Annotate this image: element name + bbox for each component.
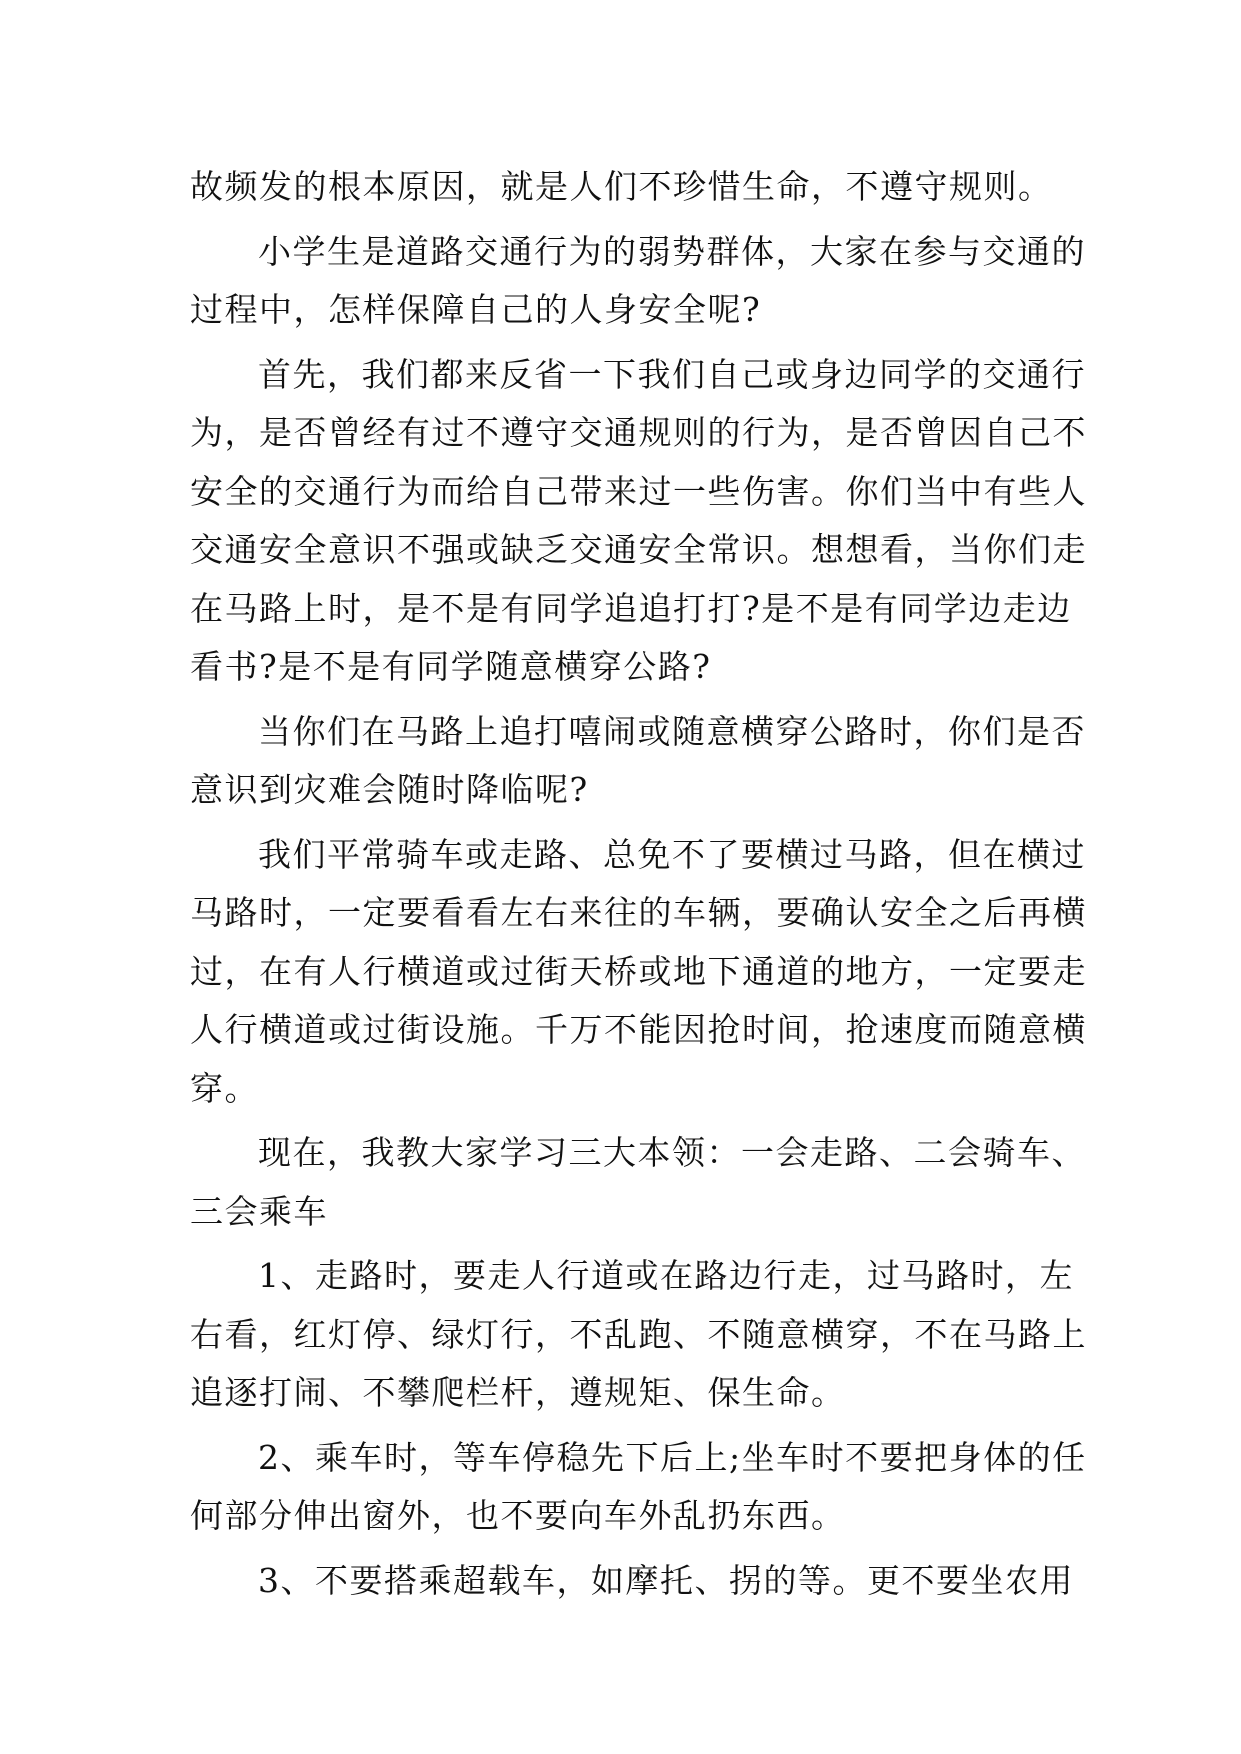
text-line: 穿。 — [190, 1068, 259, 1108]
text-line: 意识到灾难会随时降临呢? — [190, 770, 589, 809]
text-line: 追逐打闹、不攀爬栏杆，遵规矩、保生命。 — [190, 1373, 846, 1412]
text-line: 过，在有人行横道或过街天桥或地下通道的地方，一定要走 — [190, 951, 1087, 991]
text-line: 右看，红灯停、绿灯行，不乱跑、不随意横穿，不在马路上 — [190, 1314, 1087, 1354]
text-line: 1、走路时，要走人行道或在路边行走，过马路时，左 — [258, 1256, 1074, 1295]
text-line: 首先，我们都来反省一下我们自己或身边同学的交通行 — [258, 354, 1086, 394]
text-line: 马路时，一定要看看左右来往的车辆，要确认安全之后再横 — [190, 893, 1087, 932]
text-line: 何部分伸出窗外，也不要向车外乱扔东西。 — [190, 1496, 846, 1535]
text-line: 人行横道或过街设施。千万不能因抢时间，抢速度而随意横 — [190, 1010, 1087, 1049]
text-line: 2、乘车时，等车停稳先下后上;坐车时不要把身体的任 — [258, 1437, 1087, 1477]
text-line: 过程中，怎样保障自己的人身安全呢? — [190, 290, 762, 329]
text-line: 故频发的根本原因，就是人们不珍惜生命，不遵守规则。 — [190, 167, 1053, 206]
text-line: 我们平常骑车或走路、总免不了要横过马路，但在横过 — [258, 834, 1086, 874]
text-line: 现在，我教大家学习三大本领：一会走路、二会骑车、 — [258, 1133, 1086, 1172]
text-line: 为，是否曾经有过不遵守交通规则的行为，是否曾因自己不 — [190, 413, 1087, 452]
text-line: 3、不要搭乘超载车，如摩托、拐的等。更不要坐农用 — [258, 1560, 1074, 1600]
text-line: 在马路上时，是不是有同学追追打打?是不是有同学边走边 — [190, 588, 1072, 628]
text-line: 安全的交通行为而给自己带来过一些伤害。你们当中有些人 — [190, 471, 1087, 511]
text-line: 小学生是道路交通行为的弱势群体，大家在参与交通的 — [258, 231, 1086, 271]
text-line: 三会乘车 — [190, 1191, 328, 1231]
text-line: 看书?是不是有同学随意横穿公路? — [190, 647, 712, 686]
text-line: 当你们在马路上追打嘻闹或随意横穿公路时，你们是否 — [258, 711, 1086, 751]
text-line: 交通安全意识不强或缺乏交通安全常识。想想看，当你们走 — [190, 530, 1087, 569]
document-body — [190, 158, 1087, 1610]
